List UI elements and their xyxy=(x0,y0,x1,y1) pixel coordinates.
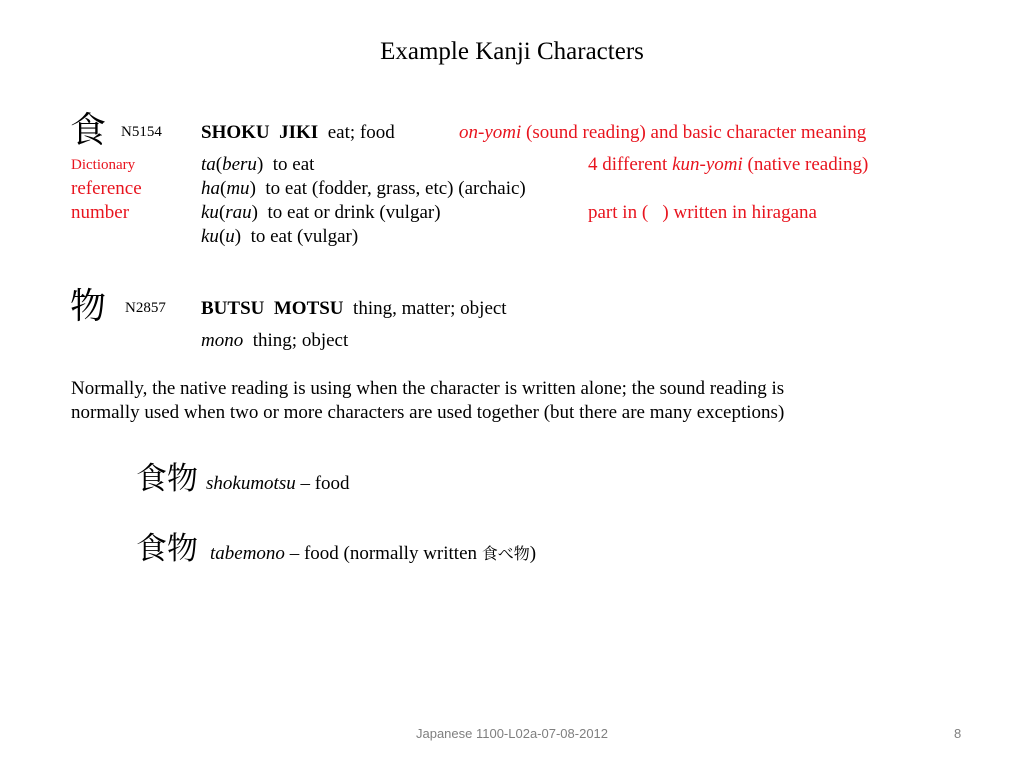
compound-meaning: – food (normally written xyxy=(284,543,482,564)
compound-close-paren: ) xyxy=(529,543,537,564)
compound-meaning: – food xyxy=(295,473,350,494)
kunyomi-reading-row: ku(u) to eat (vulgar) xyxy=(201,226,359,247)
onyomi-annotation-term: on-yomi xyxy=(459,122,522,143)
onyomi-meaning: thing, matter; object xyxy=(353,298,507,319)
compound-gloss xyxy=(206,473,350,494)
kunyomi-meaning: thing; object xyxy=(252,330,349,351)
kunyomi-okurigana: rau xyxy=(225,202,252,223)
compound-kanji: 食物 xyxy=(136,531,198,567)
kunyomi-meaning: to eat or drink (vulgar) xyxy=(267,202,441,223)
onyomi-reading-2: MOTSU xyxy=(273,298,344,319)
explanation-line-1: Normally, the native reading is using when the character is written alone; the sound reading is xyxy=(71,378,785,399)
kunyomi-meaning: to eat xyxy=(272,154,315,175)
slide-title: Example Kanji Characters xyxy=(380,38,644,65)
onyomi-reading-1: BUTSU xyxy=(201,298,265,319)
compound-reading: tabemono xyxy=(210,543,285,564)
onyomi-annotation xyxy=(459,122,866,144)
kunyomi-meaning: to eat (fodder, grass, etc) (archaic) xyxy=(265,178,526,199)
side-label-number: number xyxy=(71,202,130,223)
kunyomi-reading-row: ta(beru) to eat xyxy=(201,154,315,175)
kunyomi-meaning: to eat (vulgar) xyxy=(250,226,359,247)
kunyomi-annotation-term: kun-yomi xyxy=(672,154,743,175)
kunyomi-stem: mono xyxy=(201,330,244,351)
onyomi-line xyxy=(201,122,395,144)
onyomi-reading-1: SHOKU xyxy=(201,122,270,143)
kunyomi-reading-row: ha(mu) to eat (fodder, grass, etc) (archaic) xyxy=(201,178,526,199)
kunyomi-stem: ku xyxy=(201,226,219,247)
kunyomi-okurigana: u xyxy=(225,226,235,247)
kunyomi-reading-row: ku(rau) to eat or drink (vulgar) xyxy=(201,202,441,223)
kunyomi-stem: ku xyxy=(201,202,219,223)
explanation-line-2: normally used when two or more characters are used together (but there are many exceptions) xyxy=(71,402,785,423)
onyomi-annotation-text: (sound reading) and basic character meaning xyxy=(521,122,867,143)
compound-gloss xyxy=(210,543,536,564)
hiragana-annotation: part in ( ) written in hiragana xyxy=(588,202,817,223)
kunyomi-okurigana: beru xyxy=(222,154,257,175)
onyomi-meaning: eat; food xyxy=(327,122,395,143)
compound-reading: shokumotsu xyxy=(206,473,296,494)
footer-text: Japanese 1100-L02a-07-08-2012 xyxy=(415,726,609,741)
kunyomi-annotation-a: 4 different xyxy=(588,154,673,175)
compound-kanji: 食物 xyxy=(136,461,198,497)
dictionary-ref-number: N5154 xyxy=(121,124,162,140)
kunyomi-reading-row xyxy=(201,330,348,352)
kunyomi-stem: ha xyxy=(201,178,220,199)
kunyomi-annotation xyxy=(588,154,868,176)
dictionary-ref-number: N2857 xyxy=(125,300,166,316)
kanji-shoku: 食 xyxy=(70,110,107,151)
compound-alt-spelling: 食べ物 xyxy=(481,544,530,563)
kanji-butsu: 物 xyxy=(70,286,107,327)
side-label-dictionary: Dictionary xyxy=(71,157,136,173)
onyomi-line xyxy=(201,298,507,320)
side-label-reference: reference xyxy=(71,178,142,199)
kunyomi-okurigana: mu xyxy=(226,178,250,199)
page-number: 8 xyxy=(954,726,962,741)
kunyomi-stem: ta xyxy=(201,154,216,175)
onyomi-reading-2: JIKI xyxy=(279,122,319,143)
kunyomi-annotation-b: (native reading) xyxy=(742,154,869,175)
compound-example xyxy=(136,453,350,498)
compound-example xyxy=(136,523,536,568)
